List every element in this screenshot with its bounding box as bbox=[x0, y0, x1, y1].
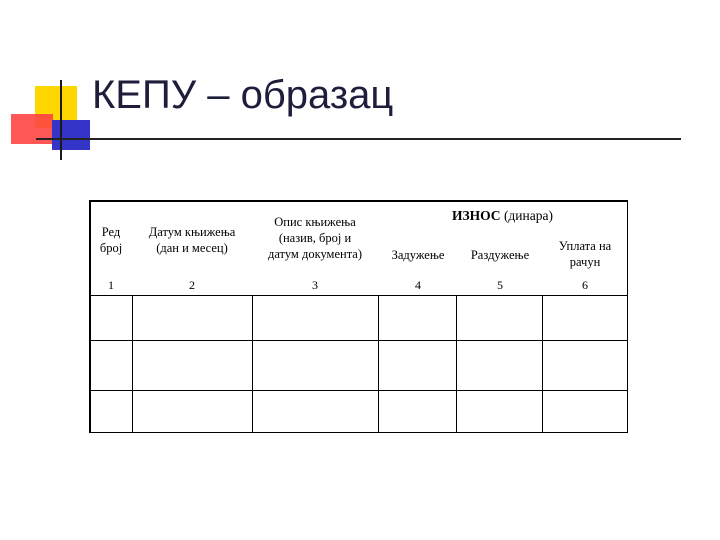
header-booking-date-line1: Датум књижења bbox=[148, 225, 236, 239]
column-number-3: 3 bbox=[312, 278, 318, 292]
column-number-4: 4 bbox=[415, 278, 421, 292]
grid-row-divider-1 bbox=[90, 340, 627, 341]
header-row-number-line1: Ред bbox=[101, 225, 121, 239]
decor-vertical-line bbox=[60, 80, 62, 160]
grid-col-divider-5 bbox=[542, 296, 543, 432]
grid-col-divider-2 bbox=[252, 296, 253, 432]
header-booking-date-line2: (дан и месец) bbox=[156, 241, 228, 255]
form-table bbox=[89, 200, 628, 433]
column-number-2: 2 bbox=[189, 278, 195, 292]
column-number-5: 5 bbox=[497, 278, 503, 292]
header-row-number bbox=[91, 224, 131, 256]
header-amount-group bbox=[379, 208, 626, 224]
header-row-number-line2: број bbox=[99, 241, 123, 255]
header-amount-unit: (динара) bbox=[500, 208, 553, 223]
header-amount-label: ИЗНОС bbox=[452, 208, 501, 223]
title-underline bbox=[36, 138, 681, 140]
header-booking-description-line1: Опис књижења bbox=[274, 215, 356, 229]
header-account-payment-line1: Уплата на bbox=[558, 239, 612, 253]
grid-col-divider-4 bbox=[456, 296, 457, 432]
decor-blue-square bbox=[52, 120, 90, 150]
header-booking-description-line2: (назив, број и bbox=[278, 231, 352, 245]
table-body-grid bbox=[89, 295, 628, 433]
header-debit bbox=[379, 247, 457, 263]
grid-row-divider-2 bbox=[90, 390, 627, 391]
header-credit bbox=[457, 247, 543, 263]
header-credit-label: Раздужење bbox=[470, 248, 530, 262]
header-debit-label: Задужење bbox=[391, 248, 445, 262]
table-border-top bbox=[89, 200, 628, 202]
header-account-payment bbox=[543, 238, 627, 270]
column-number-6: 6 bbox=[582, 278, 588, 292]
header-booking-description bbox=[253, 214, 377, 262]
header-account-payment-line2: рачун bbox=[569, 255, 601, 269]
grid-col-divider-1 bbox=[132, 296, 133, 432]
column-number-1: 1 bbox=[108, 278, 114, 292]
slide-title: КЕПУ – образац bbox=[92, 73, 394, 117]
header-booking-description-line3: датум документа) bbox=[267, 247, 363, 261]
header-booking-date bbox=[133, 224, 251, 256]
grid-col-divider-3 bbox=[378, 296, 379, 432]
